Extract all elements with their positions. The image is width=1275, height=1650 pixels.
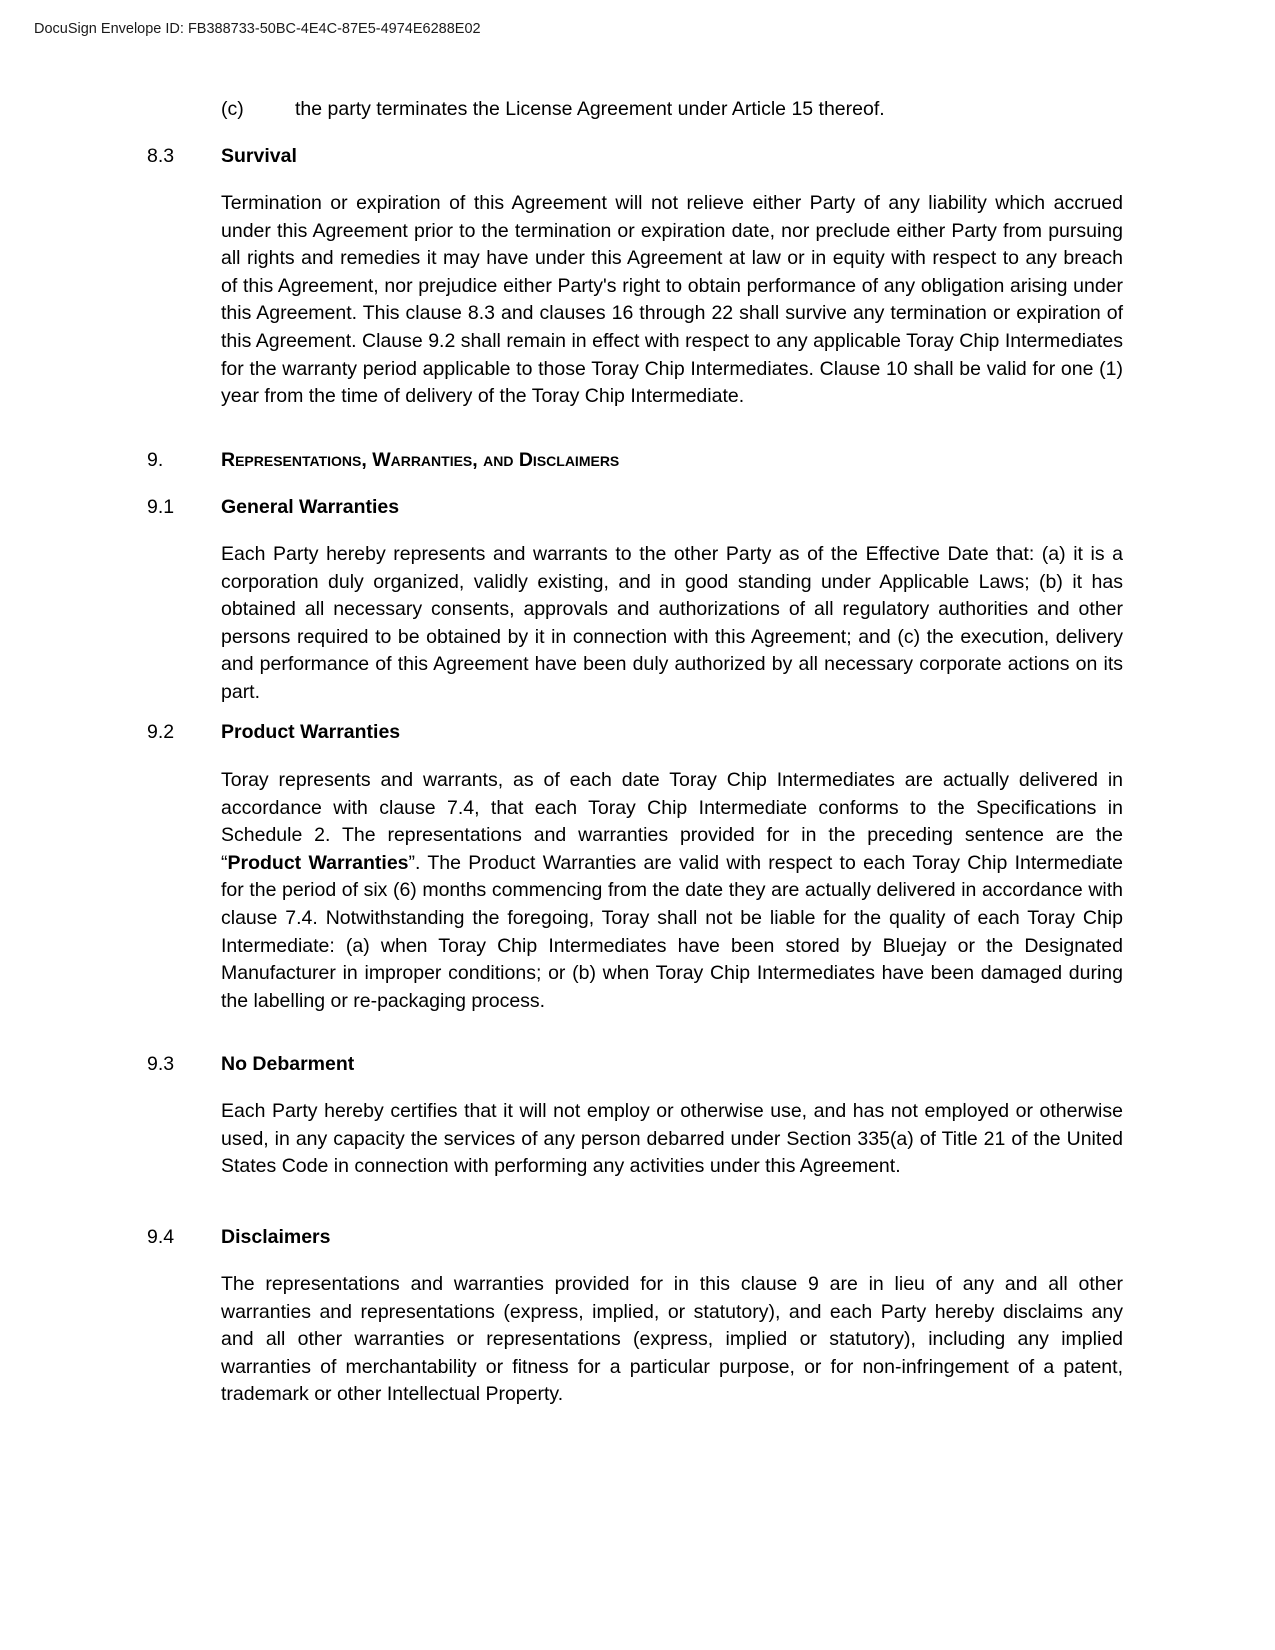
section-9-3-body: Each Party hereby certifies that it will not employ or otherwise use, and has not employed or otherwise used, in any capacity the services of any person debarred under Section 335(a) of Title 21 of the United States Code in connection with performing any activities under this Agreement. xyxy=(221,1100,1123,1178)
item-c-label: (c) xyxy=(221,98,244,120)
section-9-2-body xyxy=(221,767,1123,1015)
section-9-4-body: The representations and warranties provided for in this clause 9 are in lieu of any and all other warranties and representations (express, implied, or statutory), and each Party hereby disclaims any and all other warranties or representations (express, implied or statutory), including any implied warranties of merchantability or fitness for a particular purpose, or for non-infringement of a patent, trademark or other Intellectual Property. xyxy=(221,1273,1123,1406)
section-9-2-title: Product Warranties xyxy=(221,721,401,743)
section-9-2-number: 9.2 xyxy=(147,721,175,743)
section-9-3-number: 9.3 xyxy=(147,1053,175,1075)
section-9-2-body-part2: ”. The Product Warranties are valid with respect to each Toray Chip Intermediate for the period of six (6) months commencing from the date they are actually delivered in accordance with clause 7.4. Notwithstanding the foregoing, Toray shall not be liable for the quality of each Toray Chip Intermediate: (a) when Toray Chip Intermediates have been stored by Bluejay or the Designated Manufacturer in improper conditions; or (b) when Toray Chip Intermediates have been damaged during the labelling or re-packaging process. xyxy=(221,851,1123,1012)
article-9-number: 9. xyxy=(147,449,164,471)
section-8-3-number: 8.3 xyxy=(147,145,175,167)
defined-term-product-warranties: Product Warranties xyxy=(227,851,409,874)
envelope-id: DocuSign Envelope ID: FB388733-50BC-4E4C-87E5-4974E6288E02 xyxy=(34,21,481,37)
article-9-title: Representations, Warranties, and Disclaimers xyxy=(221,449,620,471)
section-8-3-title: Survival xyxy=(221,145,297,167)
section-9-1-title: General Warranties xyxy=(221,496,400,518)
section-9-1-body: Each Party hereby represents and warrants to the other Party as of the Effective Date that: (a) it is a corporation duly organized, validly existing, and in good standing under Applicable Laws; (b) it has obtained all necessary consents, approvals and authorizations of all regulatory authorities and other persons required to be obtained by it in connection with this Agreement; and (c) the execution, delivery and performance of this Agreement have been duly authorized by all necessary corporate actions on its part. xyxy=(221,543,1123,703)
section-9-3-title: No Debarment xyxy=(221,1053,355,1075)
section-9-4-number: 9.4 xyxy=(147,1226,175,1248)
section-9-1-number: 9.1 xyxy=(147,496,175,518)
item-c-text: the party terminates the License Agreement under Article 15 thereof. xyxy=(295,98,885,120)
section-9-2-body-part1: Toray represents and warrants, as of each date Toray Chip Intermediates are actually delivered in accordance with clause 7.4, that each Toray Chip Intermediate conforms to the Specifications in Schedule 2. The representations and warranties provided for in the preceding sentence are the “ xyxy=(221,769,1123,874)
section-9-4-title: Disclaimers xyxy=(221,1226,331,1248)
section-8-3-body: Termination or expiration of this Agreement will not relieve either Party of any liability which accrued under this Agreement prior to the termination or expiration date, nor preclude either Party from pursuing all rights and remedies it may have under this Agreement at law or in equity with respect to any breach of this Agreement, nor prejudice either Party's right to obtain performance of any obligation arising under this Agreement. This clause 8.3 and clauses 16 through 22 shall survive any termination or expiration of this Agreement. Clause 9.2 shall remain in effect with respect to any applicable Toray Chip Intermediates for the warranty period applicable to those Toray Chip Intermediates. Clause 10 shall be valid for one (1) year from the time of delivery of the Toray Chip Intermediate. xyxy=(221,192,1123,408)
